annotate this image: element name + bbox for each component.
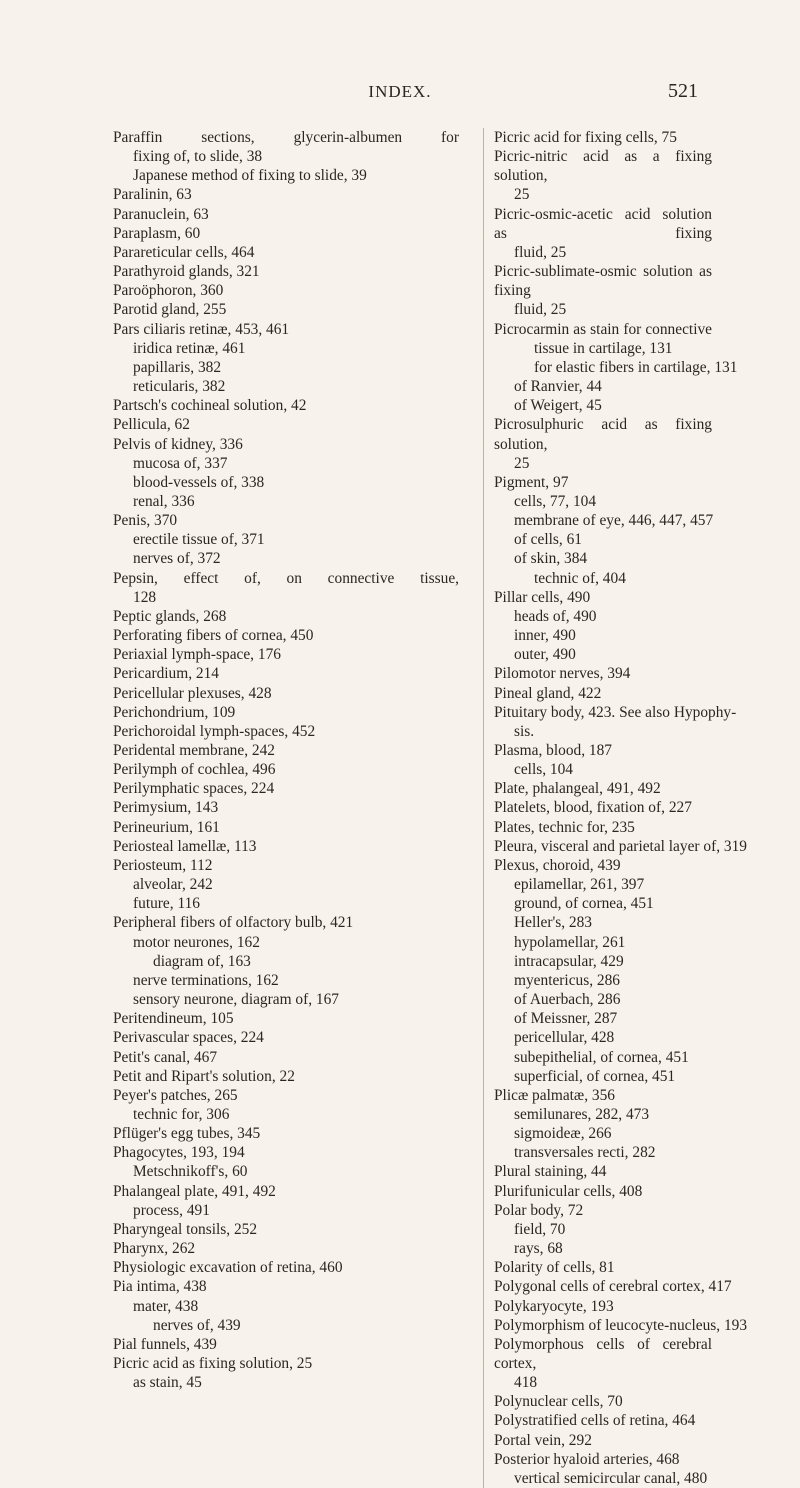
index-entry: Perimysium, 143 bbox=[113, 799, 219, 817]
index-subentry: vertical semicircular canal, 480 bbox=[514, 1469, 708, 1487]
index-subentry: subepithelial, of cornea, 451 bbox=[514, 1048, 689, 1066]
index-subentry: Metschnikoff's, 60 bbox=[133, 1163, 248, 1181]
index-entry: Portal vein, 292 bbox=[494, 1431, 592, 1449]
index-subentry: technic for, 306 bbox=[133, 1105, 230, 1123]
index-entry: Pflüger's egg tubes, 345 bbox=[113, 1125, 261, 1143]
index-subentry: of Auerbach, 286 bbox=[514, 991, 621, 1009]
index-entry: Pellicula, 62 bbox=[113, 416, 190, 434]
index-entry: Perforating fibers of cornea, 450 bbox=[113, 627, 314, 645]
index-entry: Polymorphism of leucocyte-nucleus, 193 bbox=[494, 1316, 748, 1334]
page-header bbox=[0, 80, 800, 104]
index-subentry: superficial, of cornea, 451 bbox=[514, 1067, 676, 1085]
index-entry: Phagocytes, 193, 194 bbox=[113, 1144, 245, 1162]
index-subentry: of Weigert, 45 bbox=[514, 397, 602, 415]
index-entry: Polygonal cells of cerebral cortex, 417 bbox=[494, 1278, 732, 1296]
index-entry: Paralinin, 63 bbox=[113, 186, 192, 204]
index-entry: Perilymph of cochlea, 496 bbox=[113, 761, 276, 779]
index-subentry: motor neurones, 162 bbox=[133, 933, 260, 951]
index-entry: Posterior hyaloid arteries, 468 bbox=[494, 1450, 680, 1468]
index-subentry: nerves of, 372 bbox=[133, 550, 221, 568]
index-subentry: tissue in cartilage, 131 bbox=[534, 339, 673, 357]
index-subentry: mater, 438 bbox=[133, 1297, 199, 1315]
index-entry: Polykaryocyte, 193 bbox=[494, 1297, 614, 1315]
index-entry: Periosteum, 112 bbox=[113, 856, 213, 874]
index-entry: Plate, phalangeal, 491, 492 bbox=[494, 780, 661, 798]
index-entry: Plicæ palmatæ, 356 bbox=[494, 1086, 615, 1104]
index-entry: Pia intima, 438 bbox=[113, 1278, 207, 1296]
index-subentry: 418 bbox=[514, 1374, 538, 1392]
index-entry: Petit and Ripart's solution, 22 bbox=[113, 1067, 295, 1085]
index-subentry: erectile tissue of, 371 bbox=[133, 531, 265, 549]
index-entry: Periaxial lymph-space, 176 bbox=[113, 646, 281, 664]
index-entry: Paranuclein, 63 bbox=[113, 205, 209, 223]
index-entry: Periosteal lamellæ, 113 bbox=[113, 837, 257, 855]
index-subentry: ground, of cornea, 451 bbox=[514, 895, 654, 913]
index-subentry: myentericus, 286 bbox=[514, 971, 620, 989]
index-entry: Picric-nitric acid as a fixing solution, bbox=[494, 148, 712, 185]
index-subentry: sigmoideæ, 266 bbox=[514, 1125, 612, 1143]
index-subentry: alveolar, 242 bbox=[133, 876, 213, 894]
index-subentry: fixing of, to slide, 38 bbox=[133, 148, 263, 166]
index-subentry: 25 bbox=[514, 186, 530, 204]
index-subentry: inner, 490 bbox=[514, 627, 576, 645]
index-entry: Polynuclear cells, 70 bbox=[494, 1393, 623, 1411]
index-entry: Picric acid as fixing solution, 25 bbox=[113, 1355, 313, 1372]
index-entry: Plexus, choroid, 439 bbox=[494, 856, 621, 874]
index-entry: Picrosulphuric acid as fixing solution, bbox=[494, 416, 712, 453]
index-entry: Pituitary body, 423. See also Hypophy- bbox=[494, 703, 737, 721]
index-entry: Penis, 370 bbox=[113, 512, 178, 530]
index-subentry: process, 491 bbox=[133, 1201, 210, 1219]
index-entry: Physiologic excavation of retina, 460 bbox=[113, 1259, 343, 1277]
index-subentry: intracapsular, 429 bbox=[514, 952, 624, 970]
index-entry: Parotid gland, 255 bbox=[113, 301, 227, 319]
index-entry: Pharyngeal tonsils, 252 bbox=[113, 1220, 258, 1238]
index-entry: Pleura, visceral and parietal layer of, 319 bbox=[494, 837, 747, 855]
index-entry: Plates, technic for, 235 bbox=[494, 818, 635, 836]
index-subentry: epilamellar, 261, 397 bbox=[514, 876, 645, 894]
index-subentry: cells, 104 bbox=[514, 761, 573, 779]
index-entry: Phalangeal plate, 491, 492 bbox=[113, 1182, 276, 1200]
index-entry: Pilomotor nerves, 394 bbox=[494, 665, 631, 683]
index-entry: Pigment, 97 bbox=[494, 473, 569, 491]
index-entry: Platelets, blood, fixation of, 227 bbox=[494, 799, 692, 817]
index-subentry: sensory neurone, diagram of, 167 bbox=[133, 991, 340, 1009]
index-entry: Plasma, blood, 187 bbox=[494, 742, 612, 759]
index-subentry: rays, 68 bbox=[514, 1240, 563, 1258]
index-subentry: fluid, 25 bbox=[514, 301, 567, 319]
index-column-right bbox=[483, 128, 748, 1488]
index-subentry: iridica retinæ, 461 bbox=[133, 339, 246, 357]
index-entry: Plural staining, 44 bbox=[494, 1163, 607, 1181]
index-entry: Pericardium, 214 bbox=[113, 665, 219, 683]
index-entry: Petit's canal, 467 bbox=[113, 1048, 218, 1066]
index-entry: Peritendineum, 105 bbox=[113, 1010, 234, 1028]
index-entry: Pial funnels, 439 bbox=[113, 1335, 217, 1353]
index-subentry: sis. bbox=[514, 722, 535, 740]
index-entry: Pars ciliaris retinæ, 453, 461 bbox=[113, 320, 290, 338]
index-subentry: membrane of eye, 446, 447, 457 bbox=[514, 512, 714, 530]
index-subentry: of cells, 61 bbox=[514, 531, 582, 549]
index-entry: Paraplasm, 60 bbox=[113, 224, 201, 242]
index-subentry: 25 bbox=[514, 454, 530, 472]
running-title: INDEX. bbox=[368, 82, 432, 101]
index-subentry: of Ranvier, 44 bbox=[514, 378, 602, 396]
index-entry: Peyer's patches, 265 bbox=[113, 1086, 238, 1104]
index-entry: Paraffin sections, glycerin-albumen for bbox=[113, 129, 459, 146]
index-subentry: nerves of, 439 bbox=[153, 1316, 241, 1334]
index-entry: Peridental membrane, 242 bbox=[113, 742, 275, 759]
index-subentry: outer, 490 bbox=[514, 646, 576, 664]
page-number: 521 bbox=[668, 80, 698, 102]
index-subentry: cells, 77, 104 bbox=[514, 492, 597, 510]
index-entry: Picric acid for fixing cells, 75 bbox=[494, 129, 677, 146]
index-entry: Polymorphous cells of cerebral cortex, bbox=[494, 1335, 712, 1372]
index-entry: Paroöphoron, 360 bbox=[113, 282, 224, 300]
index-entry: Polarity of cells, 81 bbox=[494, 1259, 615, 1277]
index-entry: Peripheral fibers of olfactory bulb, 421 bbox=[113, 914, 354, 932]
index-entry: Pelvis of kidney, 336 bbox=[113, 435, 243, 453]
index-subentry: hypolamellar, 261 bbox=[514, 933, 626, 951]
index-subentry: renal, 336 bbox=[133, 492, 195, 510]
index-subentry: Heller's, 283 bbox=[514, 914, 592, 932]
index-subentry: semilunares, 282, 473 bbox=[514, 1105, 650, 1123]
index-entry: Pericellular plexuses, 428 bbox=[113, 684, 272, 702]
index-entry: Polystratified cells of retina, 464 bbox=[494, 1412, 696, 1430]
index-subentry: blood-vessels of, 338 bbox=[133, 473, 265, 491]
index-subentry: Japanese method of fixing to slide, 39 bbox=[133, 167, 367, 185]
index-entry: Perichoroidal lymph-spaces, 452 bbox=[113, 722, 316, 740]
index-subentry: pericellular, 428 bbox=[514, 1029, 615, 1047]
index-subentry: 128 bbox=[133, 588, 157, 606]
index-entry: Plurifunicular cells, 408 bbox=[494, 1182, 643, 1200]
index-subentry: diagram of, 163 bbox=[153, 952, 251, 970]
index-entry: Pepsin, effect of, on connective tissue, bbox=[113, 569, 459, 587]
index-subentry: heads of, 490 bbox=[514, 607, 597, 625]
index-entry: Picric-sublimate-osmic solution as fixing bbox=[494, 263, 712, 300]
index-subentry: nerve terminations, 162 bbox=[133, 971, 279, 989]
index-entry: Perivascular spaces, 224 bbox=[113, 1029, 264, 1047]
index-subentry: transversales recti, 282 bbox=[514, 1144, 656, 1162]
index-entry: Pillar cells, 490 bbox=[494, 588, 591, 606]
index-entry: Parareticular cells, 464 bbox=[113, 243, 255, 261]
index-entry: Picrocarmin as stain for connective bbox=[494, 320, 712, 338]
index-subentry: field, 70 bbox=[514, 1220, 566, 1238]
index-subentry: reticularis, 382 bbox=[133, 378, 226, 396]
index-subentry: mucosa of, 337 bbox=[133, 454, 228, 472]
index-subentry: papillaris, 382 bbox=[133, 358, 222, 376]
index-entry: Picric-osmic-acetic acid solution as fixing bbox=[494, 205, 712, 242]
index-subentry: fluid, 25 bbox=[514, 243, 567, 261]
index-subentry: future, 116 bbox=[133, 895, 200, 913]
index-subentry: of Meissner, 287 bbox=[514, 1010, 618, 1028]
index-column-left bbox=[113, 128, 459, 1392]
index-entry: Polar body, 72 bbox=[494, 1201, 584, 1219]
index-entry: Parathyroid glands, 321 bbox=[113, 263, 260, 281]
index-subentry: technic of, 404 bbox=[534, 569, 626, 587]
index-subentry: of skin, 384 bbox=[514, 550, 588, 568]
index-entry: Pineal gland, 422 bbox=[494, 684, 602, 702]
index-subentry: for elastic fibers in cartilage, 131 bbox=[534, 358, 738, 376]
index-entry: Perilymphatic spaces, 224 bbox=[113, 780, 275, 798]
index-entry: Pharynx, 262 bbox=[113, 1240, 196, 1258]
index-entry: Peptic glands, 268 bbox=[113, 607, 227, 625]
index-subentry: as stain, 45 bbox=[133, 1374, 202, 1392]
index-entry: Perichondrium, 109 bbox=[113, 703, 236, 721]
index-entry: Perineurium, 161 bbox=[113, 818, 220, 836]
index-entry: Partsch's cochineal solution, 42 bbox=[113, 397, 307, 415]
